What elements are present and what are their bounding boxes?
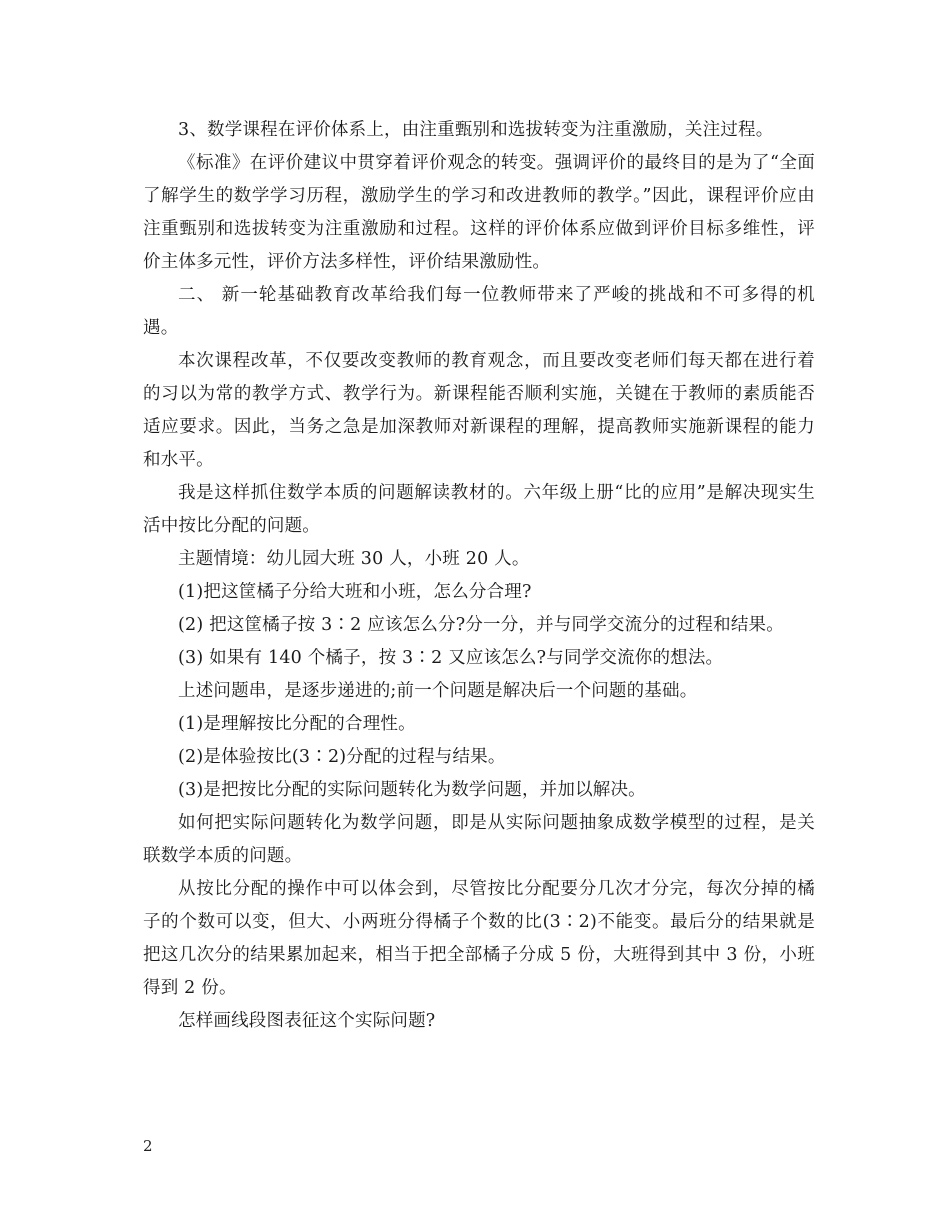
paragraph-explanation-3: (3)是把按比分配的实际问题转化为数学问题，并加以解决。 (178, 780, 646, 800)
paragraph-question-1: (1)把这筐橘子分给大班和小班，怎么分合理? (178, 582, 532, 602)
paragraph-theme-situation: 主题情境：幼儿园大班 30 人，小班 20 人。 (178, 549, 530, 569)
page-number: 2 (143, 1137, 153, 1155)
paragraph-explanation-2: (2)是体验按比(3∶2)分配的过程与结果。 (178, 747, 506, 767)
paragraph-section-two-heading: 二、 新一轮基础教育改革给我们每一位教师带来了严峻的挑战和不可多得的机遇。 (143, 285, 815, 338)
paragraph-math-model: 如何把实际问题转化为数学问题，即是从实际问题抽象成数学模型的过程，是关联数学本质的问题。 (143, 813, 815, 866)
paragraph-evaluation-heading: 3、数学课程在评价体系上，由注重甄别和选拔转变为注重激励，关注过程。 (178, 120, 774, 140)
paragraph-standard-evaluation: 《标准》在评价建议中贯穿着评价观念的转变。强调评价的最终目的是为了“全面了解学生的数学学习历程，激励学生的学习和改进教师的教学。”因此，课程评价应由注重甄别和选拔转变为注重激励和过程。这样的评价体系应做到评价目标多维性，评价主体多元性，评价方法多样性，评价结果激励性。 (143, 153, 815, 272)
paragraph-question-2: (2) 把这筐橘子按 3∶2 应该怎么分?分一分，并与同学交流分的过程和结果。 (178, 615, 784, 635)
paragraph-question-3: (3) 如果有 140 个橘子，按 3∶2 又应该怎么?与同学交流你的想法。 (178, 648, 724, 668)
paragraph-ratio-operation: 从按比分配的操作中可以体会到，尽管按比分配要分几次才分完，每次分掉的橘子的个数可以变，但大、小两班分得橘子个数的比(3∶2)不能变。最后分的结果就是把这几次分的结果累加起来，相当于把全部橘子分成 5 份，大班得到其中 3 份，小班得到 2 份。 (143, 879, 815, 998)
paragraph-textbook-reading: 我是这样抓住数学本质的问题解读教材的。六年级上册“比的应用”是解决现实生活中按比分配的问题。 (143, 483, 815, 536)
document-body (143, 114, 815, 1038)
paragraph-explanation-1: (1)是理解按比分配的合理性。 (178, 714, 416, 734)
paragraph-question-series: 上述问题串，是逐步递进的;前一个问题是解决后一个问题的基础。 (178, 681, 698, 701)
paragraph-line-diagram-question: 怎样画线段图表征这个实际问题? (178, 1011, 436, 1031)
paragraph-curriculum-reform: 本次课程改革，不仅要改变教师的教育观念，而且要改变老师们每天都在进行着的习以为常的教学方式、教学行为。新课程能否顺利实施，关键在于教师的素质能否适应要求。因此，当务之急是加深教师对新课程的理解，提高教师实施新课程的能力和水平。 (143, 351, 815, 470)
